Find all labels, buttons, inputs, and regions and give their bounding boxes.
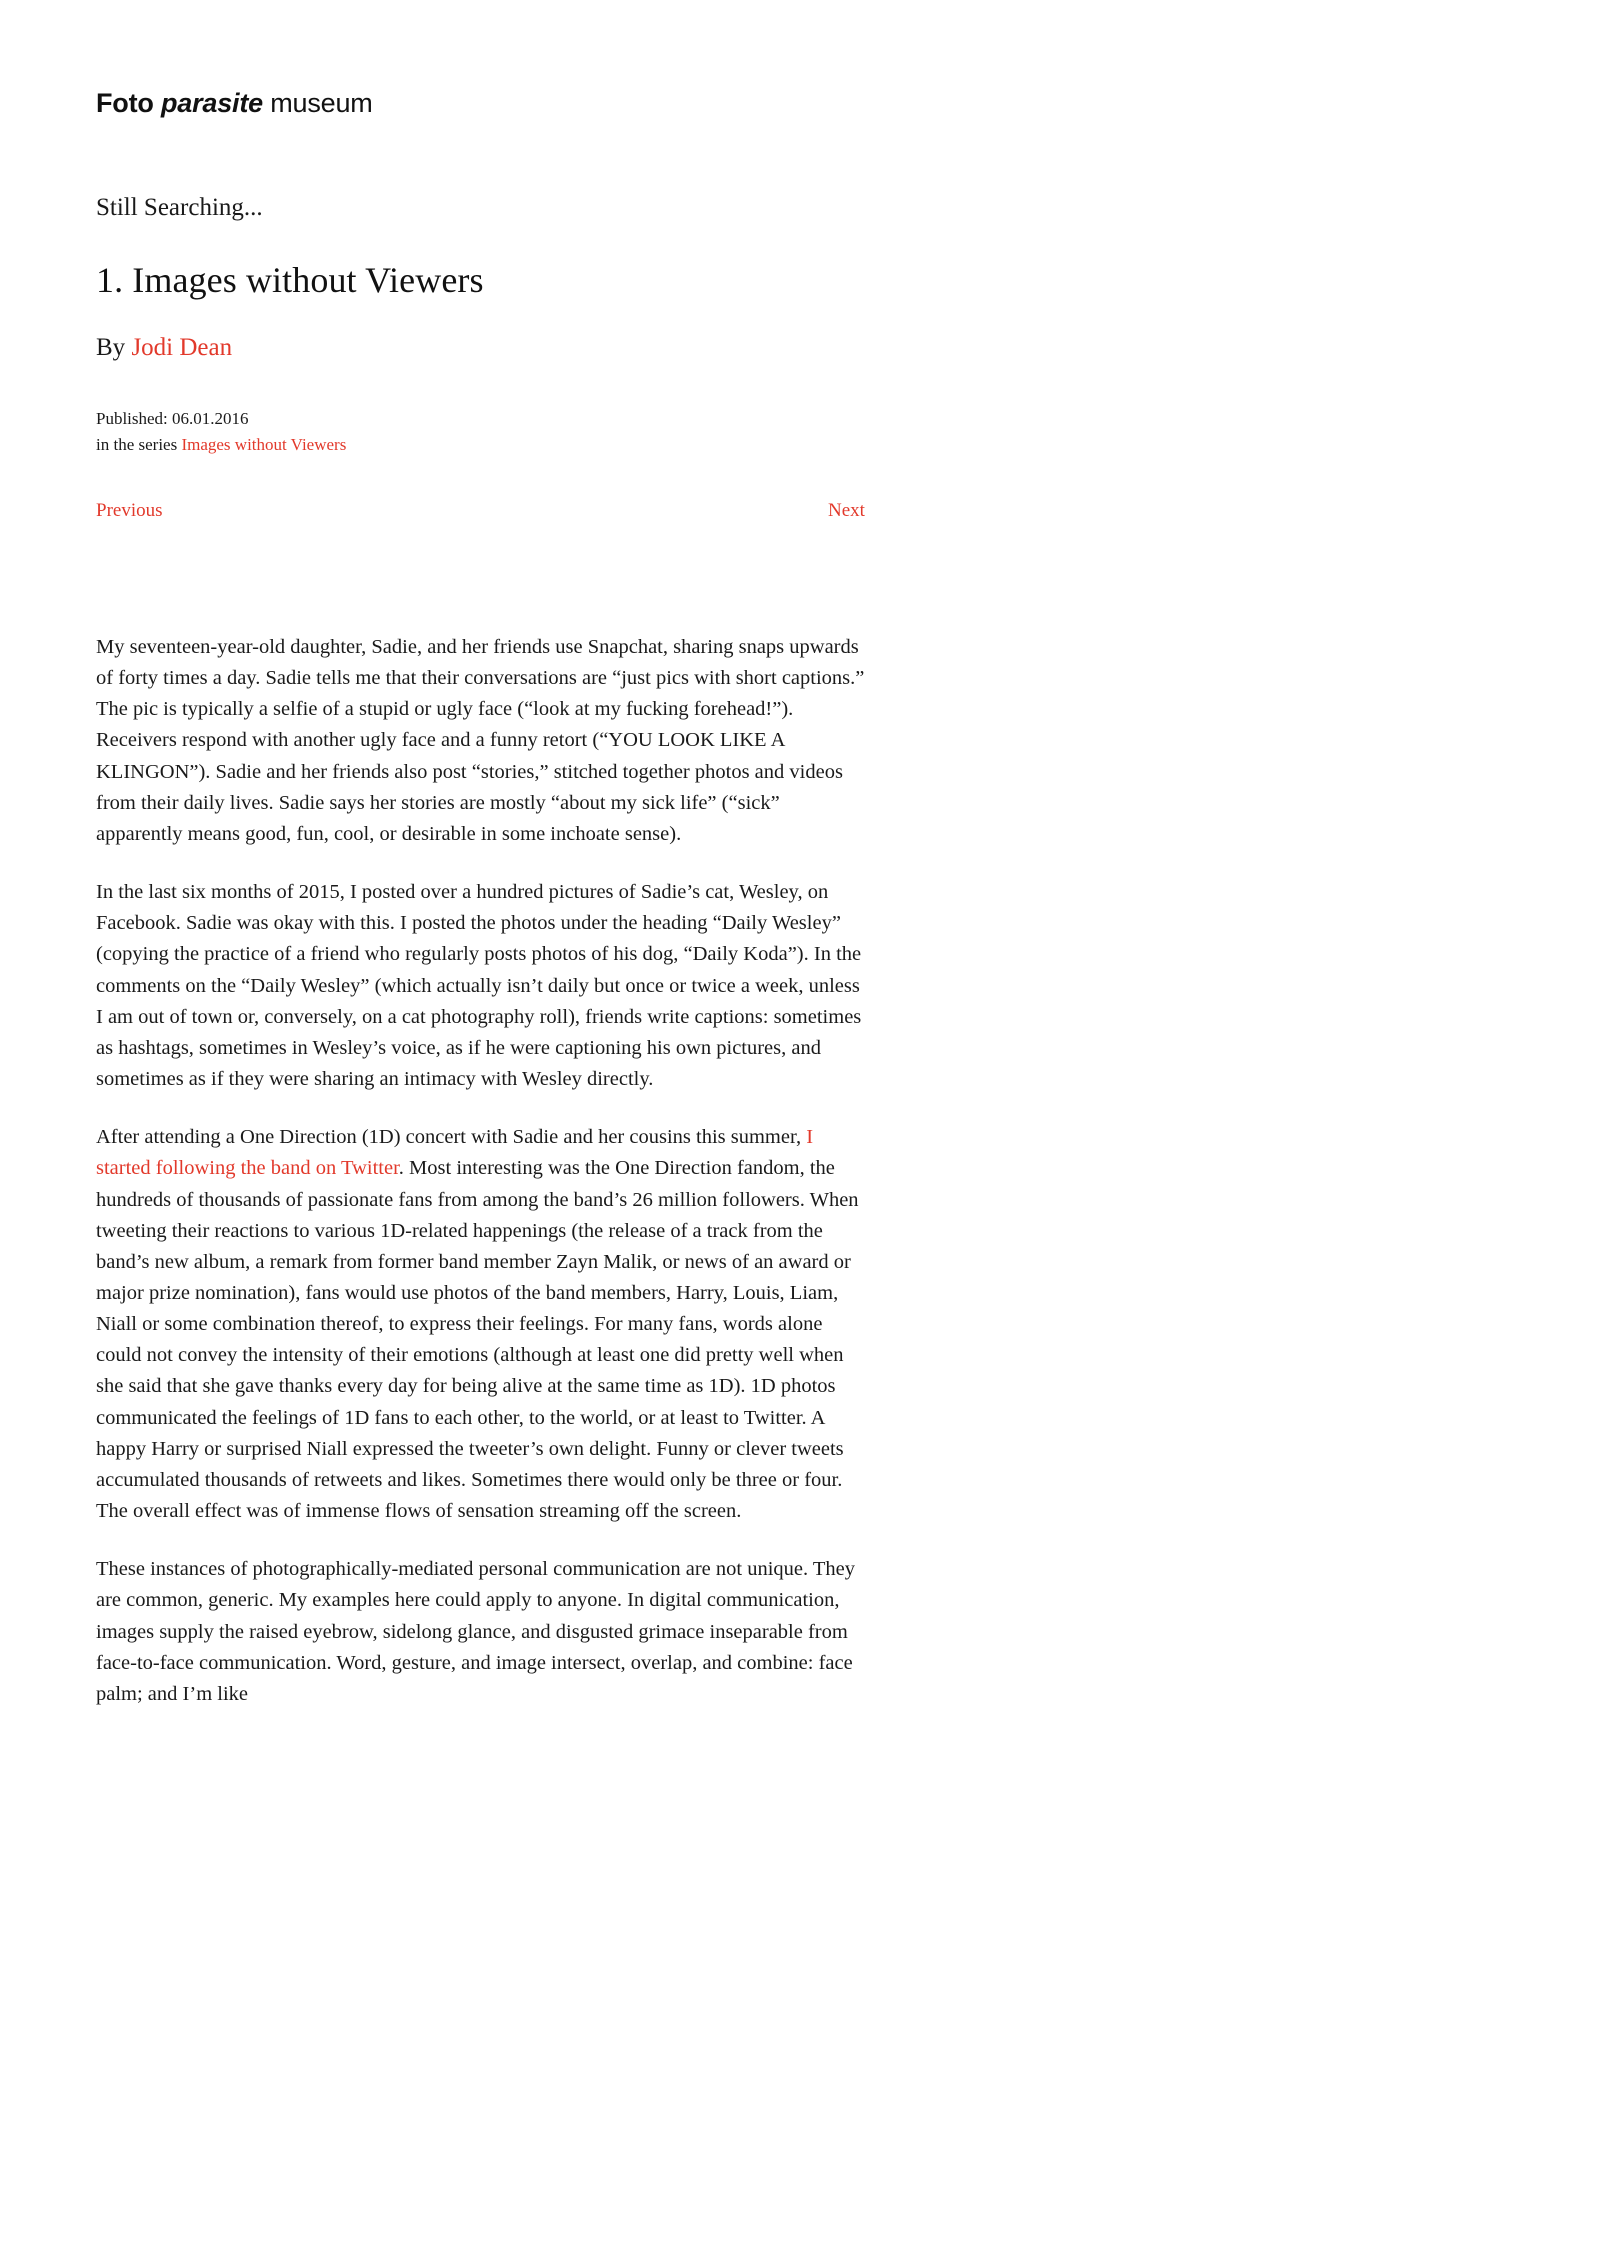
paragraph-3-text-after: . Most interesting was the One Direction fandom, the hundreds of thousands of passionate fans from among the band’s 26 million followers. When tweeting their reactions to various 1D-related happenings (the release of a track from the band’s new album, a remark from former band member Zayn Malik, or news of an award or major prize nomination), fans would use photos of the band members, Harry, Louis, Liam, Niall or some combination thereof, to express their feelings. For many fans, words alone could not convey the intensity of their emotions (although at least one did pretty well when she said that she gave thanks every day for being alive at the same time as 1D). 1D photos communicated the feelings of 1D fans to each other, to the world, or at least to Twitter. A happy Harry or surprised Niall expressed the tweeter’s own delight. Funny or clever tweets accumulated thousands of retweets and likes. Sometimes there would only be three or four. The overall effect was of immense flows of sensation streaming off the screen. [96,1157,859,1523]
paragraph-3-text-before: After attending a One Direction (1D) concert with Sadie and her cousins this summer, [96,1126,807,1149]
logo-word-parasite: parasite [160,88,263,118]
series-kicker: Still Searching... [96,194,263,221]
byline [96,334,996,362]
site-logo[interactable] [96,88,373,119]
paragraph-1: My seventeen-year-old daughter, Sadie, and her friends use Snapchat, sharing snaps upwards of forty times a day. Sadie tells me that their conversations are “just pics with short captions.” The pic is typically a selfie of a stupid or ugly face (“look at my fucking forehead!”). Receivers respond with another ugly face and a funny retort (“YOU LOOK LIKE A KLINGON”). Sadie and her friends also post “stories,” stitched together photos and videos from their daily lives. Sadie says her stories are mostly “about my sick life” (“sick” apparently means good, fun, cool, or desirable in some inchoate sense). [96,636,865,845]
series-prefix: in the series [96,435,182,455]
next-link[interactable]: Next [828,500,865,522]
article-body [96,632,871,1710]
author-link[interactable]: Jodi Dean [131,333,233,361]
twitter-follow-link[interactable]: I started following the band on Twitter [96,1126,814,1180]
series-link[interactable]: Images without Viewers [181,435,347,455]
paragraph-3 [96,1122,871,1527]
byline-prefix: By [96,333,132,361]
published-date: Published: 06.01.2016 [96,408,249,428]
paragraph-2: In the last six months of 2015, I posted over a hundred pictures of Sadie’s cat, Wesley, on Facebook. Sadie was okay with this. I posted the photos under the heading “Daily Wesley” (copying the practice of a friend who regularly posts photos of his dog, “Daily Koda”). In the comments on the “Daily Wesley” (which actually isn’t daily but once or twice a week, unless I am out of town or, conversely, on a cat photography roll), friends write captions: sometimes as hashtags, sometimes in Wesley’s voice, as if he were captioning his own pictures, and sometimes as if they were sharing an intimacy with Wesley directly. [96,881,862,1091]
paragraph-4: These instances of photographically-mediated personal communication are not unique. They are common, generic. My examples here could apply to anyone. In digital communication, images supply the raised eyebrow, sidelong glance, and disgusted grimace inseparable from face-to-face communication. Word, gesture, and image intersect, overlap, and combine: face palm; and I’m like [96,1558,856,1705]
article-header [96,192,996,522]
article-meta [96,406,996,459]
logo-word-museum: museum [270,88,373,118]
logo-word-foto: Foto [96,88,154,118]
previous-link[interactable]: Previous [96,500,163,522]
page-title: 1. Images without Viewers [96,259,484,300]
series-line [96,432,996,458]
